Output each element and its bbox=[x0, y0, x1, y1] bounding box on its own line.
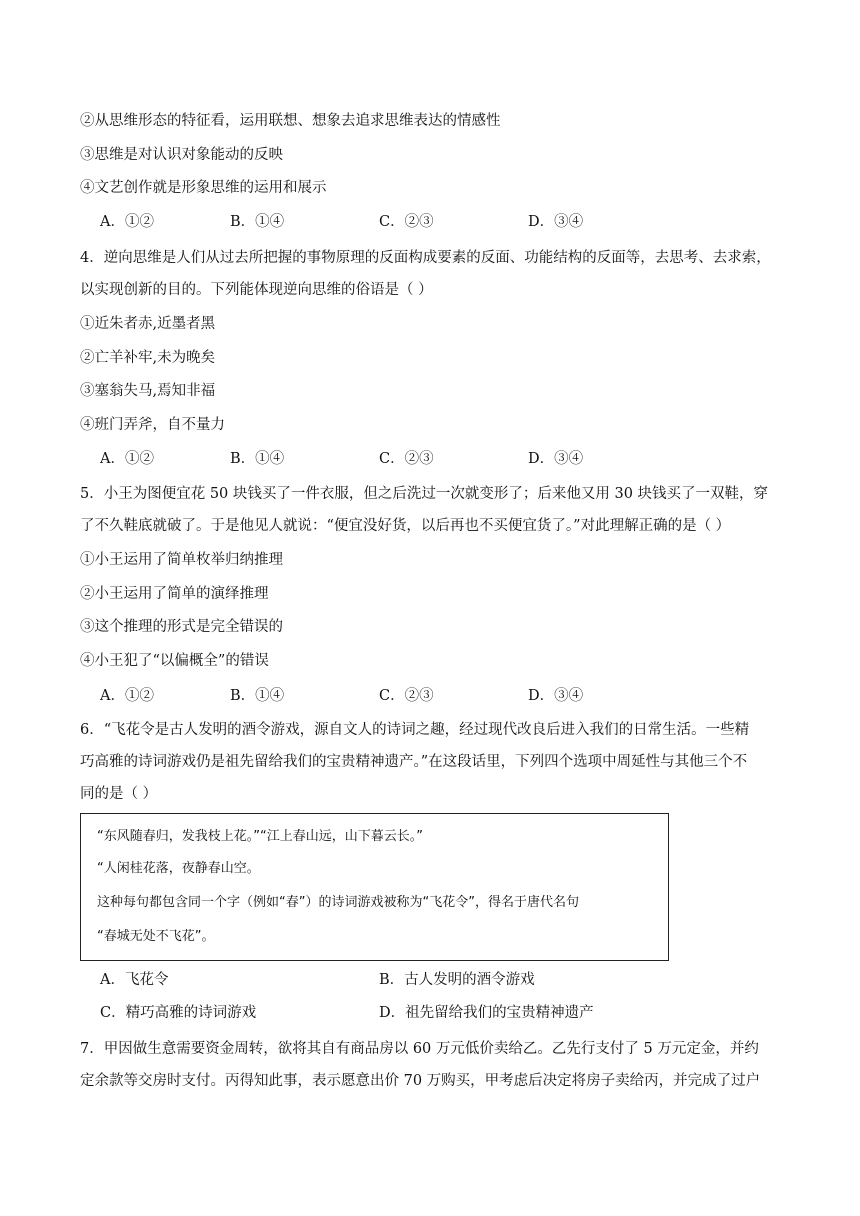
q6-option-b[interactable]: B．古人发明的酒令游戏 bbox=[379, 972, 535, 988]
q5-option-a[interactable]: A．①② bbox=[100, 688, 154, 704]
q3-option-c[interactable]: C．②③ bbox=[379, 214, 434, 230]
q6-option-d[interactable]: D．祖先留给我们的宝贵精神遗产 bbox=[379, 1005, 594, 1021]
q4-item-4: ④班门弄斧，自不量力 bbox=[80, 417, 225, 433]
q5-item-2: ②小王运用了简单的演绎推理 bbox=[80, 586, 269, 602]
q3-item-3: ③思维是对认识对象能动的反映 bbox=[80, 147, 283, 163]
q5-stem-line-1: 5．小王为图便宜花 50 块钱买了一件衣服，但之后洗过一次就变形了；后来他又用 30 块钱买了一双鞋，穿 bbox=[80, 486, 769, 502]
q3-option-b[interactable]: B．①④ bbox=[230, 214, 285, 230]
q5-option-c[interactable]: C．②③ bbox=[379, 688, 434, 704]
q3-item-2: ②从思维形态的特征看，运用联想、想象去追求思维表达的情感性 bbox=[80, 113, 501, 129]
q4-option-d[interactable]: D．③④ bbox=[528, 451, 584, 467]
q6-material-box bbox=[80, 813, 669, 961]
q4-option-a[interactable]: A．①② bbox=[100, 451, 154, 467]
q4-option-b[interactable]: B．①④ bbox=[230, 451, 285, 467]
q6-options-row-2 bbox=[100, 1003, 800, 1023]
q3-option-d[interactable]: D．③④ bbox=[528, 214, 584, 230]
q5-stem-line-2: 了不久鞋底就破了。于是他见人就说：“便宜没好货，以后再也不买便宜货了。”对此理解正确的是（ ） bbox=[80, 518, 731, 534]
q6-option-a[interactable]: A．飞花令 bbox=[100, 972, 169, 988]
q3-option-a[interactable]: A．①② bbox=[100, 214, 154, 230]
q6-box-line-1: “东风随春归，发我枝上花。”“江上春山远，山下暮云长。” bbox=[97, 829, 423, 844]
q6-stem-line-2: 巧高雅的诗词游戏仍是祖先留给我们的宝贵精神遗产。”在这段话里，下列四个选项中周延性与其他三个不 bbox=[80, 754, 748, 770]
q6-option-c[interactable]: C．精巧高雅的诗词游戏 bbox=[100, 1005, 257, 1021]
q7-stem-line-2: 定余款等交房时支付。丙得知此事，表示愿意出价 70 万购买，甲考虑后决定将房子卖给丙，并完成了过户 bbox=[80, 1073, 761, 1089]
q4-item-1: ①近朱者赤,近墨者黑 bbox=[80, 316, 216, 332]
q3-item-4: ④文艺创作就是形象思维的运用和展示 bbox=[80, 180, 327, 196]
q3-options bbox=[100, 212, 800, 232]
q6-box-line-4: “春城无处不飞花”。 bbox=[97, 929, 215, 944]
q4-stem-line-2: 以实现创新的目的。下列能体现逆向思维的俗语是（ ） bbox=[80, 282, 433, 298]
q6-box-line-3: 这种每句都包含同一个字（例如“春”）的诗词游戏被称为“飞花令”，得名于唐代名句 bbox=[97, 895, 579, 910]
q4-item-2: ②亡羊补牢,未为晚矣 bbox=[80, 350, 216, 366]
q5-item-1: ①小王运用了简单枚举归纳推理 bbox=[80, 552, 283, 568]
q5-options bbox=[100, 686, 800, 706]
q6-options-row-1 bbox=[100, 970, 800, 990]
q7-stem-line-1: 7．甲因做生意需要资金周转，欲将其自有商品房以 60 万元低价卖给乙。乙先行支付了 5 万元定金，并约 bbox=[80, 1041, 759, 1057]
q4-option-c[interactable]: C．②③ bbox=[379, 451, 434, 467]
q4-stem-line-1: 4．逆向思维是人们从过去所把握的事物原理的反面构成要素的反面、功能结构的反面等，去思考、去求索， bbox=[80, 250, 771, 266]
q4-item-3: ③塞翁失马,焉知非福 bbox=[80, 383, 216, 399]
q5-item-3: ③这个推理的形式是完全错误的 bbox=[80, 619, 283, 635]
q6-stem-line-1: 6．“飞花令是古人发明的酒令游戏，源自文人的诗词之趣，经过现代改良后进入我们的日常生活。一些精 bbox=[80, 722, 750, 738]
q5-option-b[interactable]: B．①④ bbox=[230, 688, 285, 704]
q6-stem-line-3: 同的是（ ） bbox=[80, 786, 158, 802]
q4-options bbox=[100, 449, 800, 469]
q6-box-line-2: “人闲桂花落，夜静春山空。 bbox=[97, 861, 260, 876]
q5-item-4: ④小王犯了“以偏概全”的错误 bbox=[80, 653, 269, 669]
q5-option-d[interactable]: D．③④ bbox=[528, 688, 584, 704]
